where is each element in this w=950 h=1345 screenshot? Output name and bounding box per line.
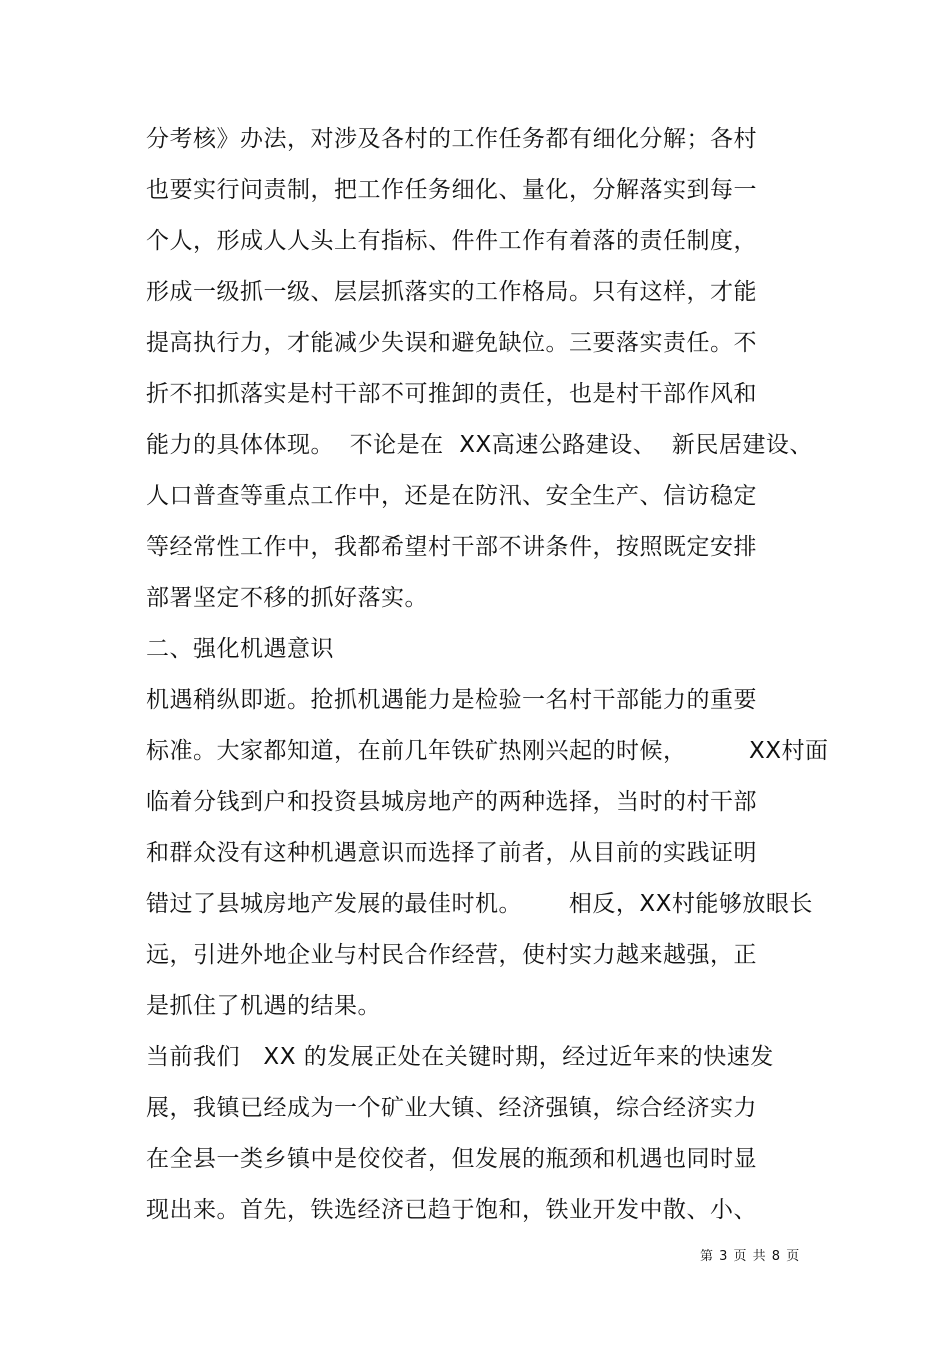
section-heading: 二、强化机遇意识 xyxy=(146,636,334,662)
body-text-line: 也要实行问责制，把工作任务细化、量化，分解落实到每一 xyxy=(146,177,757,203)
body-text-line: 临着分钱到户和投资县城房地产的两种选择，当时的村干部 xyxy=(146,789,757,815)
body-text-line: 错过了县城房地产发展的最佳时机。 相反，XX村能够放眼长 xyxy=(146,891,813,917)
body-text-line: 和群众没有这种机遇意识而选择了前者，从目前的实践证明 xyxy=(146,840,757,866)
body-text-line: 折不扣抓落实是村干部不可推卸的责任，也是村干部作风和 xyxy=(146,381,757,407)
body-text-line: 提高执行力，才能减少失误和避免缺位。三要落实责任。不 xyxy=(146,330,757,356)
body-text-line: 在全县一类乡镇中是佼佼者，但发展的瓶颈和机遇也同时显 xyxy=(146,1146,757,1172)
body-text-line: 人口普查等重点工作中，还是在防汛、安全生产、信访稳定 xyxy=(146,483,757,509)
body-text-line: 分考核》办法，对涉及各村的工作任务都有细化分解；各村 xyxy=(146,126,757,152)
body-text-line: 等经常性工作中，我都希望村干部不讲条件，按照既定安排 xyxy=(146,534,757,560)
body-text-line: 当前我们 XX 的发展正处在关键时期，经过近年来的快速发 xyxy=(146,1044,774,1070)
body-text-line: 形成一级抓一级、层层抓落实的工作格局。只有这样，才能 xyxy=(146,279,757,305)
body-text-line: 是抓住了机遇的结果。 xyxy=(146,993,381,1019)
body-text-line: 个人，形成人人头上有指标、件件工作有着落的责任制度， xyxy=(146,228,757,254)
body-text-line: 现出来。首先，铁选经济已趋于饱和，铁业开发中散、小、 xyxy=(146,1197,757,1223)
page-number-footer: 第 3 页 共 8 页 xyxy=(700,1249,801,1264)
body-text-line: 能力的具体体现。 不论是在 XX高速公路建设、 新民居建设、 xyxy=(146,432,813,458)
body-text-line: 标准。大家都知道，在前几年铁矿热刚兴起的时候， XX村面 xyxy=(146,738,829,764)
body-text-line: 机遇稍纵即逝。抢抓机遇能力是检验一名村干部能力的重要 xyxy=(146,687,757,713)
body-text-line: 部署坚定不移的抓好落实。 xyxy=(146,585,428,611)
body-text-line: 远，引进外地企业与村民合作经营，使村实力越来越强，正 xyxy=(146,942,757,968)
body-text-line: 展，我镇已经成为一个矿业大镇、经济强镇，综合经济实力 xyxy=(146,1095,757,1121)
